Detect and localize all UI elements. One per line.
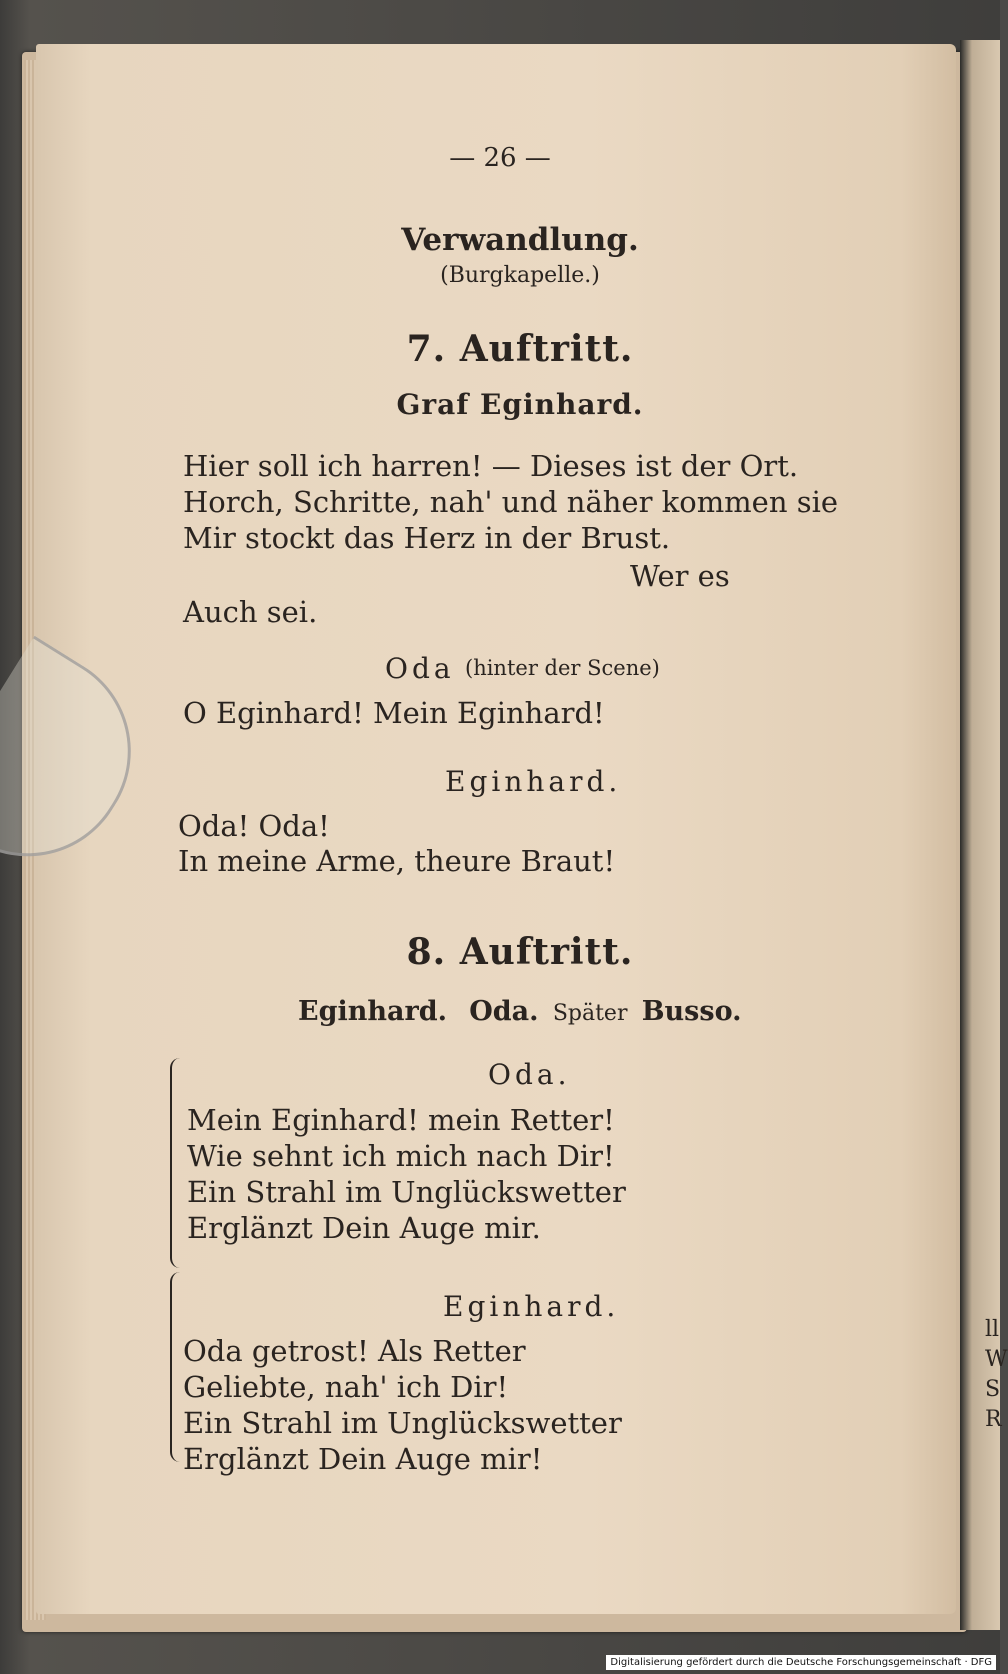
verse-line: Mir stockt das Herz in der Brust. xyxy=(183,521,671,555)
scene-8-heading: 8. Auftritt. xyxy=(406,931,634,973)
duet-brace-oda xyxy=(170,1058,182,1268)
page-number: — 26 — xyxy=(449,143,551,173)
scene-7-speaker: Graf Eginhard. xyxy=(396,388,644,421)
speaker-eginhard: Eginhard. xyxy=(443,1290,620,1323)
verse-line: Ein Strahl im Unglückswetter xyxy=(187,1175,626,1209)
scene-change-title: Verwandlung. xyxy=(401,222,639,258)
speaker-eginhard: Eginhard. xyxy=(445,765,622,798)
verse-line: Auch sei. xyxy=(183,595,318,629)
verse-line: Erglänzt Dein Auge mir! xyxy=(183,1442,543,1476)
cast-later-label: Später xyxy=(552,1001,628,1026)
verse-line: In meine Arme, theure Braut! xyxy=(178,844,616,878)
verse-line: Hier soll ich harren! — Dieses ist der Ort. xyxy=(183,449,799,483)
verse-line: Erglänzt Dein Auge mir. xyxy=(187,1211,541,1245)
verse-line: Oda! Oda! xyxy=(178,809,330,843)
verse-line: O Eginhard! Mein Eginhard! xyxy=(183,696,605,730)
scene-change-location: (Burgkapelle.) xyxy=(440,263,600,288)
verse-line: Geliebte, nah' ich Dir! xyxy=(183,1370,509,1404)
verse-line: Mein Eginhard! mein Retter! xyxy=(187,1103,615,1137)
facing-page-fragment: ll W S R xyxy=(985,1317,1008,1432)
cast-busso: Busso. xyxy=(641,996,742,1027)
verse-line: Horch, Schritte, nah' und näher kommen sie xyxy=(183,485,839,519)
digitization-credit: Digitalisierung gefördert durch die Deutsche Forschungsgemeinschaft · DFG xyxy=(606,1655,996,1670)
verse-line: Wie sehnt ich mich nach Dir! xyxy=(187,1139,615,1173)
speaker-oda: Oda xyxy=(385,652,455,685)
duet-brace-eginhard xyxy=(170,1272,182,1462)
scene-7-heading: 7. Auftritt. xyxy=(406,328,634,370)
verse-line: Ein Strahl im Unglückswetter xyxy=(183,1406,622,1440)
speaker-oda: Oda. xyxy=(488,1058,571,1091)
cast-oda: Oda. xyxy=(469,996,539,1027)
cast-eginhard: Eginhard. xyxy=(298,996,447,1027)
scene-8-cast xyxy=(298,996,742,1027)
verse-line: Oda getrost! Als Retter xyxy=(183,1334,526,1368)
stage-direction: (hinter der Scene) xyxy=(465,656,660,680)
verse-line: Wer es xyxy=(630,559,730,593)
